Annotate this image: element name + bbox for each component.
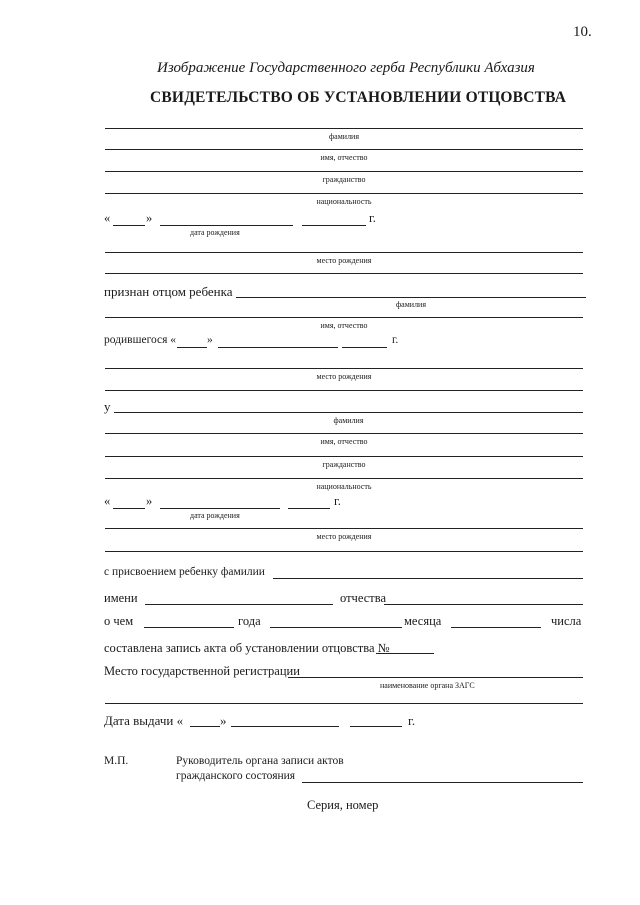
caption-child-name: имя, отчество (320, 321, 368, 330)
issue-date-close-quote: » (220, 713, 227, 728)
caption-mother-nationality: национальность (316, 482, 372, 491)
mother-extra-line[interactable] (105, 551, 583, 552)
father-birth-day-line[interactable] (113, 225, 145, 226)
record-made-label: составлена запись акта об установлении отцовства № (104, 641, 390, 655)
caption-mother-surname: фамилия (333, 416, 364, 425)
day-label: числа (551, 614, 582, 628)
mother-citizenship-line[interactable] (105, 456, 583, 457)
given-name-label: имени (104, 591, 138, 605)
year-label: года (238, 614, 261, 628)
father-birth-year-line[interactable] (302, 225, 366, 226)
caption-birth-place: место рождения (316, 256, 372, 265)
mother-birth-month-line[interactable] (160, 508, 280, 509)
father-date-open-quote: « (104, 211, 111, 225)
caption-mother-birth-place: место рождения (316, 532, 372, 541)
issue-month-line[interactable] (231, 726, 339, 727)
mother-birth-day-line[interactable] (113, 508, 145, 509)
born-close-quote: » (207, 334, 213, 346)
document-title: СВИДЕТЕЛЬСТВО ОБ УСТАНОВЛЕНИИ ОТЦОВСТВА (150, 89, 567, 106)
caption-child-surname: фамилия (395, 300, 427, 309)
caption-mother-birth-date: дата рождения (190, 511, 240, 520)
father-birthplace-line[interactable] (105, 252, 583, 253)
father-nationality-line[interactable] (105, 193, 583, 194)
assigned-surname-label: с присвоением ребенку фамилии (104, 566, 265, 578)
page-number: 10. (573, 24, 592, 40)
emblem-note: Изображение Государственного герба Республики Абхазия (157, 60, 535, 76)
record-number-line[interactable] (376, 653, 434, 654)
caption-citizenship: гражданство (322, 175, 366, 184)
father-birth-month-line[interactable] (160, 225, 293, 226)
head-signature-line[interactable] (302, 782, 583, 783)
issue-date-label: Дата выдачи « (104, 713, 184, 728)
mother-nationality-line[interactable] (105, 478, 583, 479)
child-birth-year-line[interactable] (342, 347, 387, 348)
father-date-close-quote: » (146, 211, 153, 225)
caption-registry-office: наименование органа ЗАГС (380, 681, 475, 690)
father-extra-line[interactable] (105, 273, 583, 274)
caption-mother-name: имя, отчество (320, 437, 368, 446)
father-name-line[interactable] (105, 149, 583, 150)
born-label: родившегося « (104, 334, 177, 346)
caption-surname: фамилия (328, 132, 360, 141)
mother-date-open-quote: « (104, 494, 111, 508)
caption-birth-date: дата рождения (190, 228, 240, 237)
about-what-label: о чем (104, 614, 134, 628)
caption-name-patronymic: имя, отчество (320, 153, 368, 162)
recognized-father-label: признан отцом ребенка (104, 284, 233, 299)
record-day-words-line[interactable] (451, 627, 541, 628)
caption-nationality: национальность (316, 197, 372, 206)
record-year-words-line[interactable] (144, 627, 234, 628)
father-citizenship-line[interactable] (105, 171, 583, 172)
child-birth-month-line[interactable] (218, 347, 338, 348)
registration-place-label: Место государственной регистрации (104, 664, 300, 678)
patronymic-line[interactable] (384, 604, 583, 605)
given-name-line[interactable] (145, 604, 333, 605)
child-birthplace-line[interactable] (105, 368, 583, 369)
child-date-year-abbr: г. (392, 334, 399, 346)
series-number-label: Серия, номер (307, 798, 379, 812)
registration-place-line-2[interactable] (105, 703, 583, 704)
child-extra-line[interactable] (105, 390, 583, 391)
mother-birth-year-line[interactable] (288, 508, 330, 509)
mother-prefix-label: у (104, 399, 111, 414)
issue-year-line[interactable] (350, 726, 402, 727)
record-month-words-line[interactable] (270, 627, 402, 628)
head-label-line2: гражданского состояния (176, 770, 296, 782)
mother-date-year-abbr: г. (334, 494, 341, 508)
mother-date-close-quote: » (146, 494, 153, 508)
father-surname-line[interactable] (105, 128, 583, 129)
child-name-line[interactable] (105, 317, 583, 318)
mother-birthplace-line[interactable] (105, 528, 583, 529)
head-label-line1: Руководитель органа записи актов (176, 755, 344, 767)
patronymic-label: отчества (340, 591, 386, 605)
mother-surname-line[interactable] (114, 412, 583, 413)
assigned-surname-line[interactable] (273, 578, 583, 579)
registration-place-line[interactable] (288, 677, 583, 678)
father-date-year-abbr: г. (369, 211, 376, 225)
stamp-label: М.П. (104, 755, 129, 767)
issue-year-abbr: г. (408, 713, 416, 728)
month-label: месяца (404, 614, 442, 628)
caption-mother-citizenship: гражданство (322, 460, 366, 469)
issue-day-line[interactable] (190, 726, 220, 727)
child-birth-day-line[interactable] (177, 347, 207, 348)
child-surname-line[interactable] (236, 297, 586, 298)
mother-name-line[interactable] (105, 433, 583, 434)
caption-child-birth-place: место рождения (316, 372, 372, 381)
